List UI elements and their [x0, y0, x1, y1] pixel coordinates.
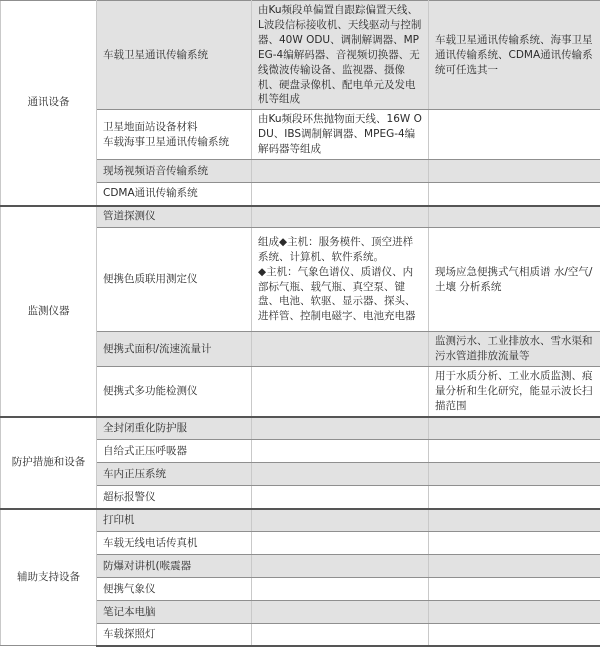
item-name: 卫星地面站设备材料 车载海事卫星通讯传输系统: [97, 110, 252, 160]
item-description: [252, 532, 429, 555]
item-name: 车内正压系统: [97, 463, 252, 486]
table-row: [1, 1, 600, 110]
item-description: [252, 160, 429, 183]
category-comm: 通讯设备: [1, 1, 97, 206]
item-note: [429, 206, 600, 228]
item-description: [252, 601, 429, 624]
item-name: 车载探照灯: [97, 624, 252, 646]
item-name: 车载卫星通讯传输系统: [97, 1, 252, 110]
item-note: 车载卫星通讯传输系统、海事卫星通讯传输系统、CDMA通讯传输系统可任选其一: [429, 1, 600, 110]
item-name: 便携气象仪: [97, 578, 252, 601]
item-description: [252, 206, 429, 228]
item-name: CDMA通讯传输系统: [97, 183, 252, 206]
item-note: [429, 417, 600, 440]
item-description: 组成◆主机：服务模件、顶空进样系统、计算机、软件系统。 ◆主机：气象色谱仪、质谱仪、内部标气瓶、载气瓶、真空泵、键盘、电池、软驱、显示器、探头、进样管、控制电磁字、电池充电器: [252, 228, 429, 332]
item-name: 现场视频语音传输系统: [97, 160, 252, 183]
item-description: [252, 367, 429, 417]
item-name: 防爆对讲机(喉震器: [97, 555, 252, 578]
item-note: [429, 183, 600, 206]
item-name: 超标报警仪: [97, 486, 252, 509]
item-description: [252, 555, 429, 578]
item-description: 由Ku频段环焦抛物面天线、16W ODU、IBS调制解调器、MPEG-4编解码器等组成: [252, 110, 429, 160]
item-name: 便携式面积/流速流量计: [97, 332, 252, 367]
category-monitor: 监测仪器: [1, 206, 97, 417]
item-description: 由Ku频段单偏置自跟踪偏置天线、L波段信标接收机、天线驱动与控制器、40W ODU、调制解调器、MPEG-4编解码器、音视频切换器、无线微波传输设备、监视器、摄像机、硬盘录像机、配电单元及发电机等组成: [252, 1, 429, 110]
item-description: [252, 440, 429, 463]
table-row: [1, 417, 600, 440]
item-note: 监测污水、工业排放水、雪水渠和污水管道排放流量等: [429, 332, 600, 367]
item-note: [429, 486, 600, 509]
item-description: [252, 332, 429, 367]
item-description: [252, 417, 429, 440]
item-description: [252, 463, 429, 486]
item-description: [252, 509, 429, 532]
item-note: [429, 601, 600, 624]
item-name: 笔记本电脑: [97, 601, 252, 624]
item-name: 全封闭重化防护服: [97, 417, 252, 440]
item-name: 打印机: [97, 509, 252, 532]
category-support: 辅助支持设备: [1, 509, 97, 646]
item-name: 自给式正压呼吸器: [97, 440, 252, 463]
item-note: [429, 555, 600, 578]
table-row: [1, 206, 600, 228]
item-description: [252, 486, 429, 509]
item-description: [252, 183, 429, 206]
item-note: 用于水质分析、工业水质监测、痕量分析和生化研究，能显示波长扫描范围: [429, 367, 600, 417]
category-protect: 防护措施和设备: [1, 417, 97, 509]
item-note: [429, 509, 600, 532]
item-note: [429, 110, 600, 160]
item-name: 便携式多功能检测仪: [97, 367, 252, 417]
item-note: [429, 440, 600, 463]
item-note: [429, 532, 600, 555]
item-note: 现场应急便携式气相质谱 水/空气/土壤 分析系统: [429, 228, 600, 332]
item-note: [429, 160, 600, 183]
item-description: [252, 578, 429, 601]
item-name: 管道探测仪: [97, 206, 252, 228]
item-name: 车载无线电话传真机: [97, 532, 252, 555]
table-row: [1, 509, 600, 532]
item-note: [429, 463, 600, 486]
item-note: [429, 578, 600, 601]
item-name: 便携色质联用测定仪: [97, 228, 252, 332]
